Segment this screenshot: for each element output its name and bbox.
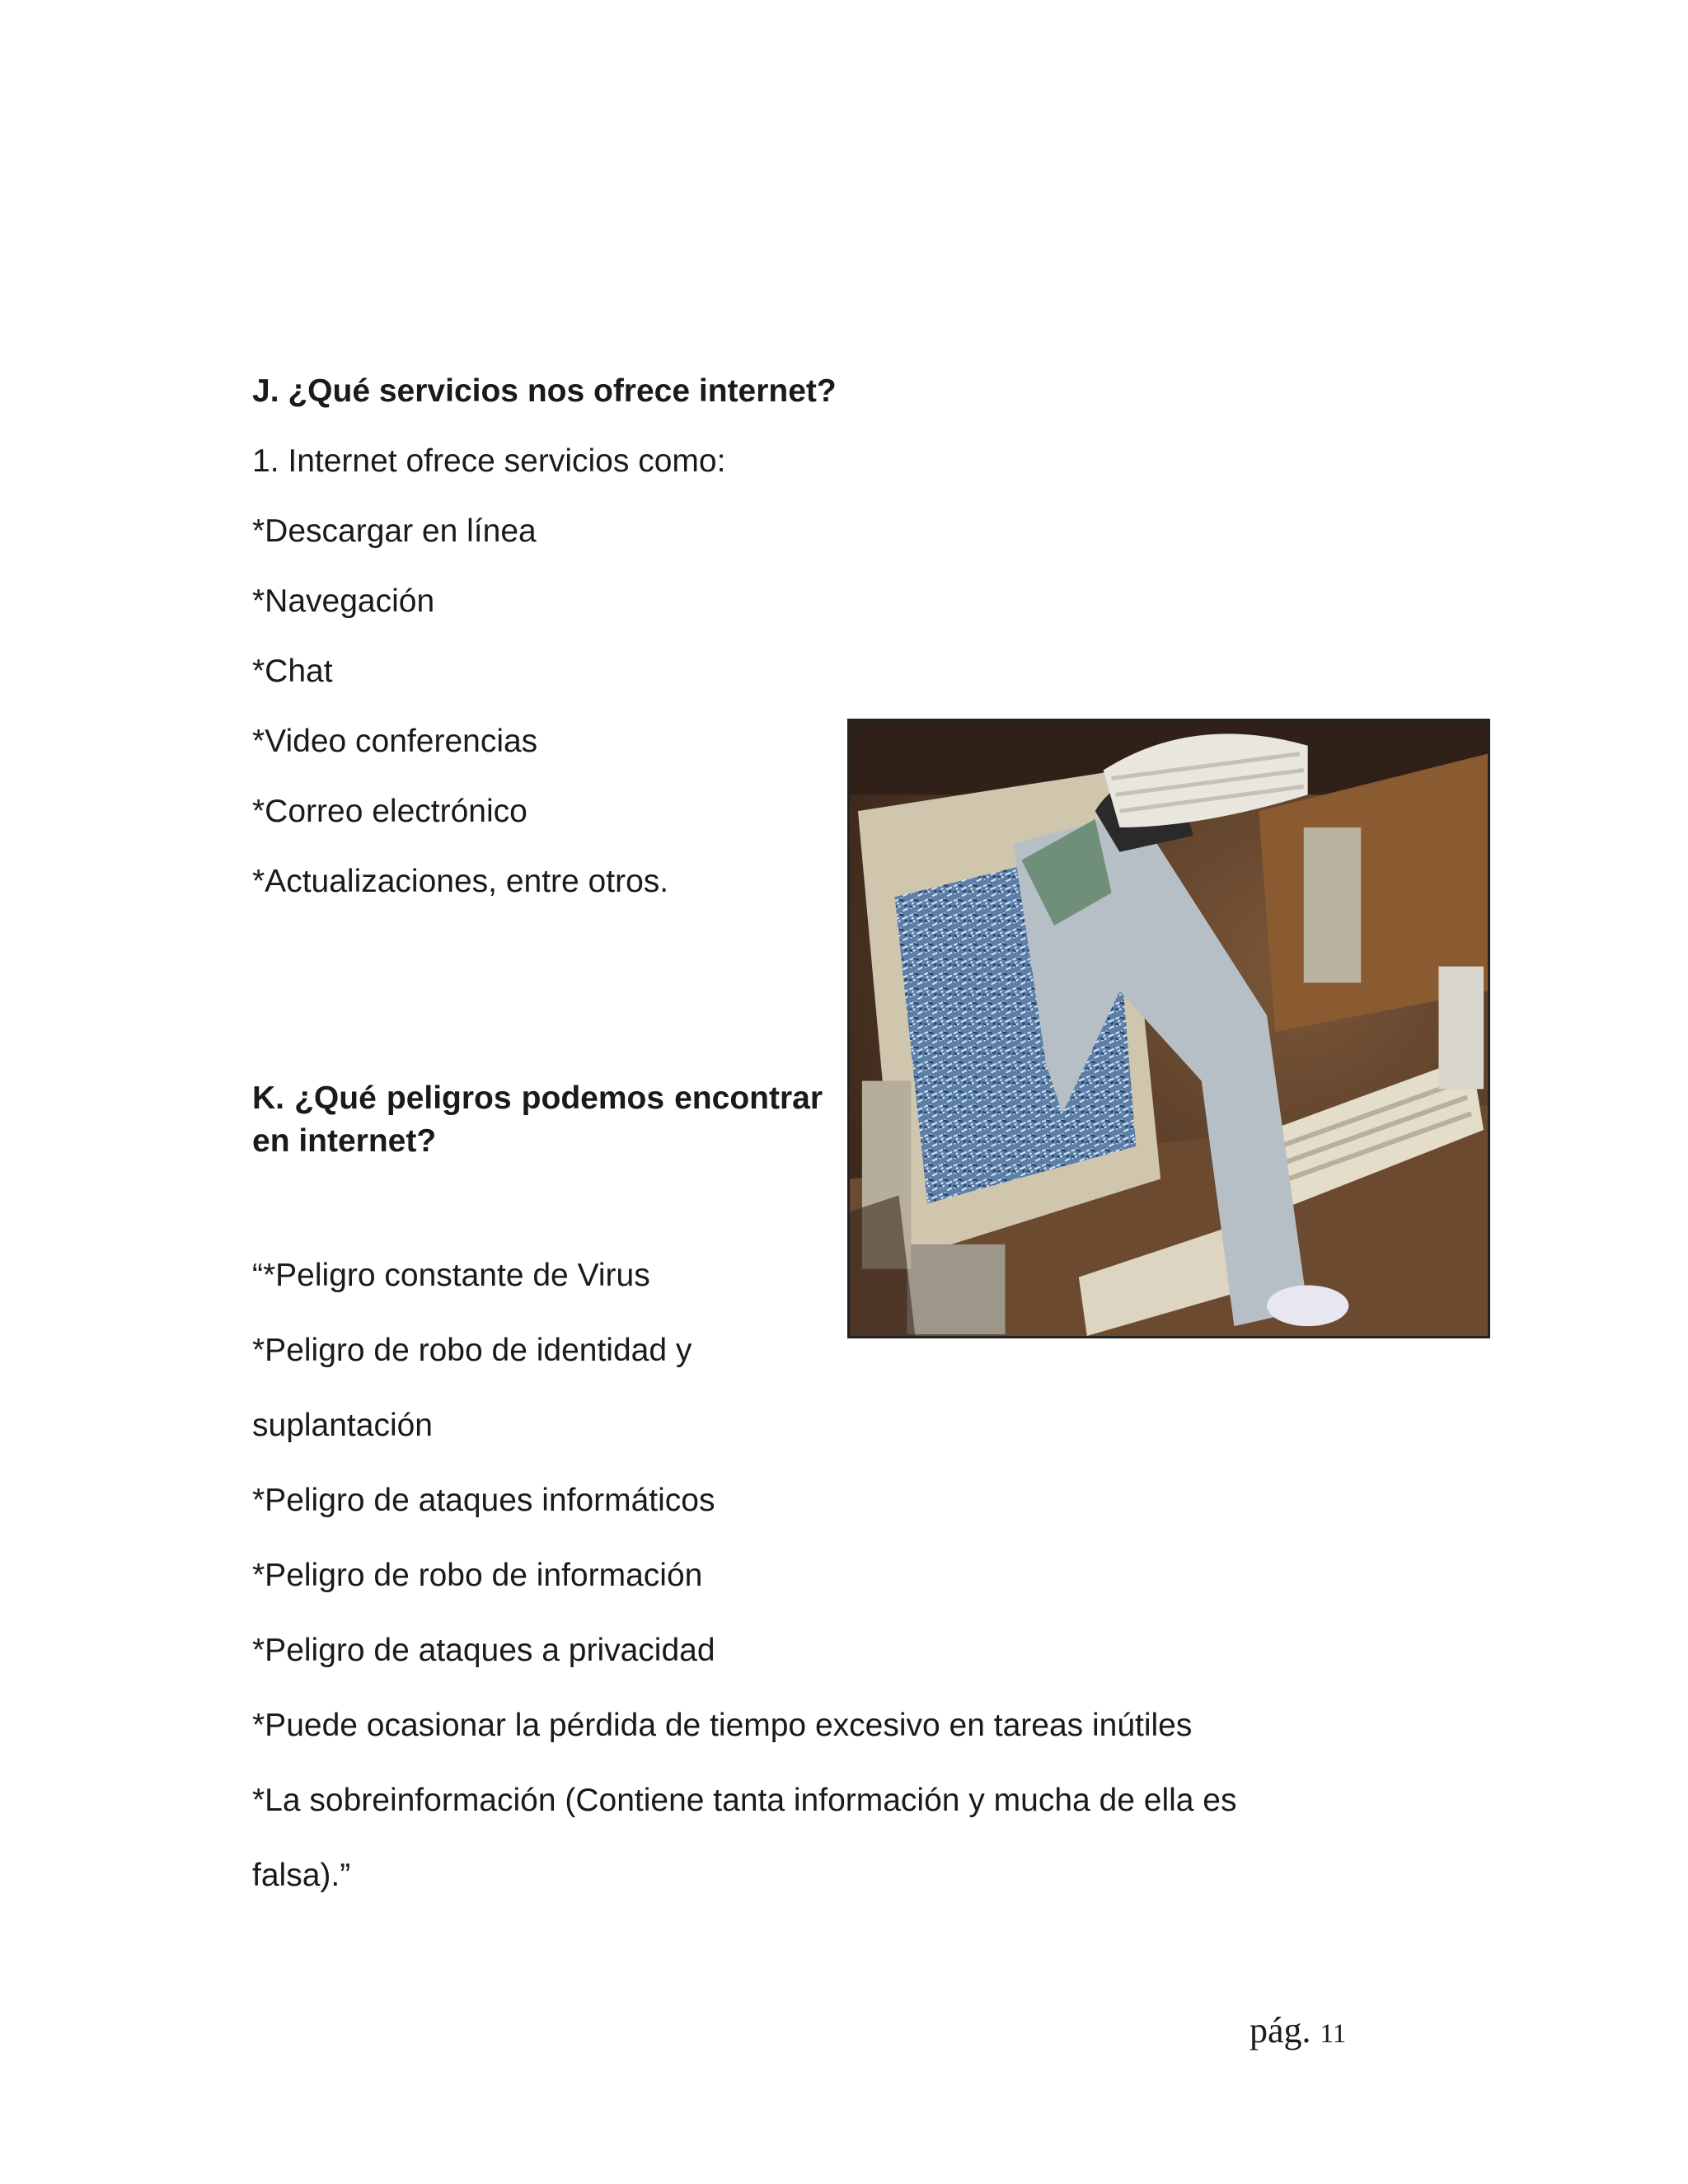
danger-item: *Peligro de ataques informáticos (252, 1483, 715, 1518)
danger-item: *Puede ocasionar la pérdida de tiempo excesivo en tareas inútiles (252, 1708, 1193, 1743)
danger-item: *Peligro de robo de información (252, 1558, 703, 1593)
danger-item: “*Peligro constante de Virus (252, 1258, 650, 1293)
danger-item: *Peligro de ataques a privacidad (252, 1633, 715, 1668)
section-k-heading: K. ¿Qué peligros podemos encontrar en internet? (252, 1080, 823, 1159)
service-item: *Chat (252, 654, 333, 689)
person-emerging-from-computer-photo (847, 719, 1490, 1338)
danger-item: *Peligro de robo de identidad y (252, 1333, 692, 1368)
service-item: *Correo electrónico (252, 794, 528, 829)
page-number-value: 11 (1320, 2019, 1347, 2049)
danger-item: falsa).” (252, 1858, 351, 1893)
service-item: *Actualizaciones, entre otros. (252, 864, 669, 899)
page-number (1250, 2009, 1346, 2051)
service-item: *Navegación (252, 583, 435, 619)
photo-illustration (850, 721, 1488, 1336)
danger-item: *La sobreinformación (Contiene tanta información y mucha de ella es (252, 1783, 1237, 1818)
service-item: *Descargar en línea (252, 513, 537, 549)
page-label: pág. (1250, 2010, 1311, 2050)
section-j-intro: 1. Internet ofrece servicios como: (252, 443, 726, 479)
section-j-heading: J. ¿Qué servicios nos ofrece internet? (252, 373, 837, 409)
danger-item: suplantación (252, 1408, 433, 1443)
service-item: *Video conferencias (252, 724, 538, 759)
